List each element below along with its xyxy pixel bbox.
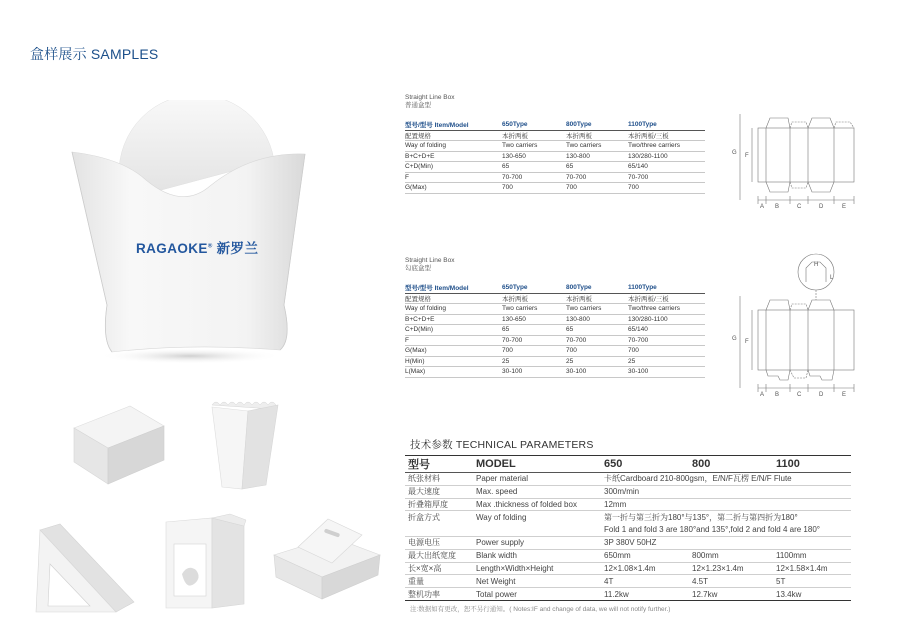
tech-row: 长×宽×高 Length×Width×Height 12×1.08×1.4m 12×1.23×1.4m 12×1.58×1.4m xyxy=(405,562,851,575)
brand-logo: RAGAOKE® 新罗兰 xyxy=(136,241,259,256)
dim-label-e: E xyxy=(842,204,847,210)
dim-label-e: E xyxy=(842,392,847,398)
dieline-diagram-straight xyxy=(722,104,862,212)
table-row: L(Max) 30-100 30-100 30-100 xyxy=(405,367,705,378)
brand-cn: 新罗兰 xyxy=(216,241,259,256)
dim-label-h: H xyxy=(814,262,819,268)
footnote: 注:数据如有更改，恕不另行通知。( Notes:IF and change of data, we will not notify further.) xyxy=(410,606,671,613)
dim-label-a: A xyxy=(760,392,765,398)
tech-row: Fold 1 and fold 3 are 180°and 135°,fold 2 and fold 4 are 180° xyxy=(405,524,851,537)
dim-label-g: G xyxy=(732,150,737,156)
table-row: 配置规格 本折两板 本折两板 本折两板/三板 xyxy=(405,293,705,304)
table-row: F 70-700 70-700 70-700 xyxy=(405,172,705,183)
spec-caption-cn: 普通盒型 xyxy=(405,102,431,109)
table-row: B+C+D+E 130-650 130-800 130/280-1100 xyxy=(405,151,705,162)
dim-label-g: G xyxy=(732,336,737,342)
dim-label-c: C xyxy=(797,392,802,398)
table-row: B+C+D+E 130-650 130-800 130/280-1100 xyxy=(405,314,705,325)
tech-header-row: 型号 MODEL 650 800 1100 xyxy=(405,456,851,473)
spec-caption-en: Straight Line Box xyxy=(405,257,455,264)
window-box-image xyxy=(160,512,252,612)
dim-label-f: F xyxy=(745,339,749,345)
tech-row: 电源电压 Power supply 3P 380V 50HZ xyxy=(405,536,851,549)
brand-latin: RAGAOKE xyxy=(136,241,208,256)
spec-caption-cn: 勾底盒型 xyxy=(405,265,431,272)
table-row: H(Min) 25 25 25 xyxy=(405,356,705,367)
fries-box-image xyxy=(62,100,312,368)
table-row: Way of folding Two carriers Two carriers Two/three carriers xyxy=(405,141,705,152)
tech-row: 最大出纸宽度 Blank width 650mm 800mm 1100mm xyxy=(405,549,851,562)
tech-row: 整机功率 Total power 11.2kw 12.7kw 13.4kw xyxy=(405,588,851,601)
spec-caption-en: Straight Line Box xyxy=(405,94,455,101)
table-row: C+D(Min) 65 65 65/140 xyxy=(405,162,705,173)
spec-table-straight-line xyxy=(405,94,705,194)
spec-table-lock-bottom xyxy=(405,257,705,378)
dim-label-c: C xyxy=(797,204,802,210)
dim-label-a: A xyxy=(760,204,765,210)
table-row: Way of folding Two carriers Two carriers Two/three carriers xyxy=(405,304,705,315)
table-row: 配置规格 本折两板 本折两板 本折两板/三板 xyxy=(405,130,705,141)
dim-label-d: D xyxy=(819,392,824,398)
tech-row: 纸张材料 Paper material 卡纸Cardboard 210-800gsm，E/N/F瓦楞 E/N/F Flute xyxy=(405,473,851,486)
tech-row: 折盒方式 Way of folding 第一折与第三折为180°与135°，第二折与第四折为180° xyxy=(408,513,798,523)
dim-label-l: L xyxy=(830,275,834,281)
tech-row: 重量 Net Weight 4T 4.5T 5T xyxy=(405,575,851,588)
page-title: 盒样展示 SAMPLES xyxy=(30,46,159,62)
rectangular-box-image xyxy=(68,398,178,490)
handle-cake-box-image xyxy=(268,515,388,605)
dieline-diagram-lock-bottom xyxy=(722,252,862,400)
table-header-row: 型号/型号 Item/Model 650Type 800Type 1100Type xyxy=(405,282,705,293)
dim-label-b: B xyxy=(775,392,780,398)
dim-label-f: F xyxy=(745,153,749,159)
tech-row: 折叠箱厚度 Max .thickness of folded box 12mm xyxy=(405,498,851,511)
tech-params-title: 技术参数 TECHNICAL PARAMETERS xyxy=(410,439,594,451)
table-row: G(Max) 700 700 700 xyxy=(405,183,705,194)
dim-label-b: B xyxy=(775,204,780,210)
tech-row: 最大速度 Max. speed 300m/min xyxy=(405,485,851,498)
table-header-row: 型号/型号 Item/Model 650Type 800Type 1100Type xyxy=(405,119,705,130)
popcorn-box-image xyxy=(208,395,284,495)
table-row: C+D(Min) 65 65 65/140 xyxy=(405,325,705,336)
sandwich-box-image xyxy=(30,520,142,615)
tech-params-table xyxy=(405,455,851,601)
dim-label-d: D xyxy=(819,204,824,210)
table-row: G(Max) 700 700 700 xyxy=(405,346,705,357)
table-row: F 70-700 70-700 70-700 xyxy=(405,335,705,346)
